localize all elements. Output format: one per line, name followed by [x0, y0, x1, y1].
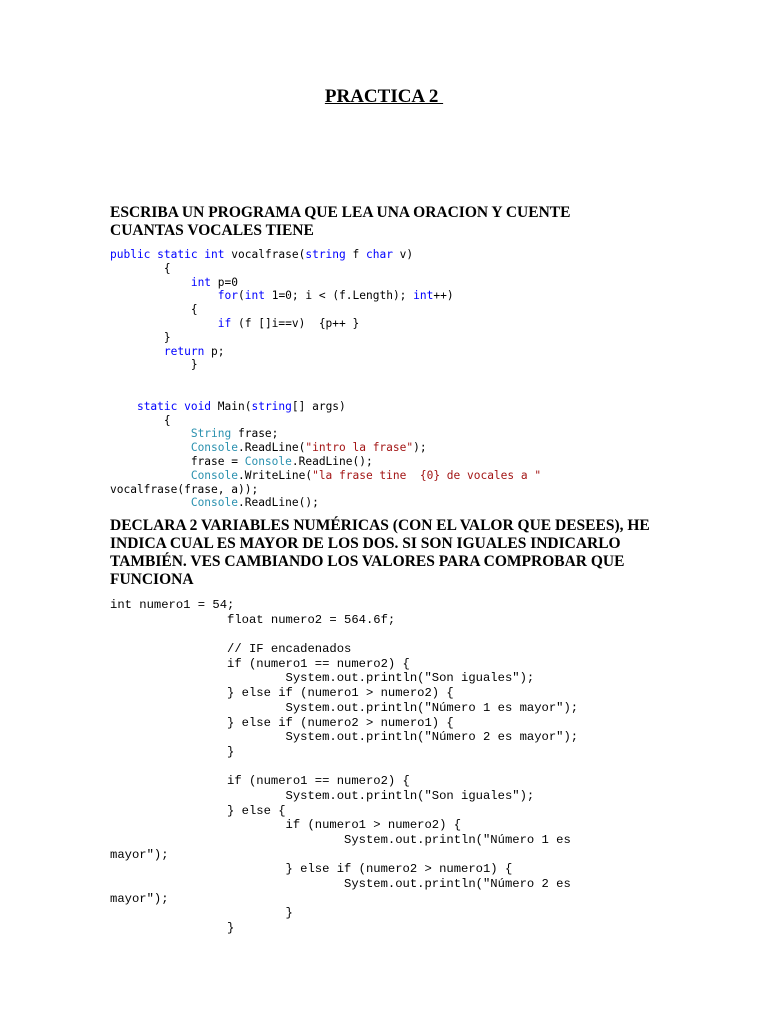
code-line: float numero2 = 564.6f;: [110, 612, 396, 627]
code-line: [110, 760, 578, 775]
code-token: string: [251, 399, 292, 413]
code-token: p;: [204, 344, 225, 358]
code-token: return: [163, 344, 205, 358]
code-line: System.out.println("Número 1 es mayor");: [110, 700, 579, 715]
code-line: [110, 331, 541, 345]
code-token: [110, 496, 191, 509]
exercise-2-heading-line: TAMBIÉN. VES CAMBIANDO LOS VALORES PARA COMPROBAR QUE: [110, 553, 625, 570]
code-token: int: [244, 289, 265, 303]
code-line: mayor");: [110, 847, 169, 862]
code-line: if (numero1 > numero2) {: [110, 818, 462, 833]
code-line: } else if (numero1 > numero2) {: [110, 686, 454, 701]
exercise-1-heading-line: CUANTAS VOCALES TIENE: [110, 222, 314, 239]
code-token: 1=0; i < (f.Length);: [264, 289, 414, 303]
page-title-text: PRACTICA 2: [324, 86, 444, 107]
code-token: [110, 317, 218, 330]
code-token: [110, 469, 191, 482]
code-line: [110, 627, 578, 642]
code-token: }: [110, 330, 171, 344]
code-token: .WriteLine(: [237, 468, 313, 482]
code-token: char: [365, 248, 393, 261]
code-line: int numero1 = 54;: [110, 598, 235, 612]
code-token: "intro la frase": [305, 441, 414, 455]
code-line: if (numero1 == numero2) {: [110, 656, 410, 671]
code-line: [110, 455, 541, 469]
code-token: .ReadLine();: [291, 454, 373, 468]
code-line: System.out.println("Número 2 es mayor");: [110, 730, 579, 745]
exercise-2-heading-line: INDICA CUAL ES MAYOR DE LOS DOS. SI SON IGUALES INDICARLO: [110, 535, 621, 552]
code-token: [110, 289, 218, 302]
code-line: [110, 386, 541, 400]
java-code-block: [110, 598, 578, 936]
code-token: [] args): [291, 399, 346, 413]
code-token: Console: [244, 454, 292, 468]
code-line: mayor");: [110, 891, 169, 906]
code-token: [110, 441, 191, 454]
code-token: .ReadLine(: [237, 441, 306, 455]
code-token: string: [305, 248, 346, 261]
code-token: String: [190, 427, 232, 441]
code-token: frase =: [110, 454, 245, 468]
code-token: Console: [190, 441, 238, 455]
code-token: [110, 427, 191, 440]
code-token: .ReadLine();: [237, 496, 319, 510]
code-line: [110, 441, 541, 455]
code-token: "la frase tine {0} de vocales a ": [312, 468, 542, 482]
code-line: } else {: [110, 803, 286, 818]
code-token: for: [217, 289, 238, 303]
code-token: {: [110, 413, 171, 427]
code-token: Main(: [211, 399, 252, 413]
code-line: }: [110, 744, 235, 759]
code-line: [110, 427, 541, 441]
code-token: }: [110, 358, 198, 372]
code-token: int: [190, 275, 212, 289]
code-line: } else if (numero2 > numero1) {: [110, 862, 513, 877]
code-line: [110, 358, 541, 372]
code-line: [110, 345, 541, 359]
code-token: Console: [190, 496, 238, 510]
code-token: static void: [136, 399, 212, 413]
page-title: [0, 86, 768, 108]
exercise-2-heading: [110, 517, 670, 589]
code-line: [110, 276, 541, 290]
code-token: int: [413, 289, 434, 303]
code-token: [110, 276, 191, 289]
code-token: );: [413, 441, 427, 455]
exercise-2-heading-line: FUNCIONA: [110, 571, 194, 588]
code-line: [110, 372, 541, 386]
code-line: System.out.println("Número 1 es: [110, 833, 571, 847]
csharp-code-block: [110, 248, 541, 510]
code-line: [110, 469, 541, 483]
code-line: [110, 414, 541, 428]
code-token: ++): [433, 289, 454, 303]
code-line: }: [110, 921, 235, 936]
exercise-2-heading-line: DECLARA 2 VARIABLES NUMÉRICAS (CON EL VALOR QUE DESEES), HE: [110, 517, 650, 534]
code-line: System.out.println("Son iguales");: [110, 671, 535, 686]
exercise-1-heading: [110, 204, 650, 240]
code-line: [110, 483, 541, 497]
code-token: vocalfrase(frase, a));: [110, 482, 259, 496]
code-line: }: [110, 906, 293, 921]
code-line: if (numero1 == numero2) {: [110, 774, 410, 789]
code-token: public static int: [110, 248, 232, 261]
code-line: System.out.println("Son iguales");: [110, 788, 535, 803]
code-token: [110, 345, 164, 358]
code-token: [110, 400, 137, 413]
code-token: frase;: [231, 427, 279, 441]
code-line: [110, 303, 541, 317]
code-line: [110, 496, 541, 510]
code-line: [110, 262, 541, 276]
code-token: {: [110, 261, 171, 275]
code-token: (f []i==v) {p++ }: [231, 316, 360, 330]
code-line: [110, 317, 541, 331]
code-token: f: [345, 248, 366, 261]
code-line: [110, 400, 541, 414]
code-line: [110, 289, 541, 303]
code-token: {: [110, 303, 198, 317]
code-token: (: [238, 289, 245, 303]
code-token: Console: [190, 468, 238, 482]
code-line: System.out.println("Número 2 es: [110, 877, 571, 892]
code-line: // IF encadenados: [110, 642, 352, 657]
code-token: p=0: [211, 275, 238, 289]
code-line: } else if (numero2 > numero1) {: [110, 715, 454, 730]
code-line: [110, 248, 541, 262]
code-token: if: [217, 316, 232, 330]
code-token: vocalfrase(: [231, 248, 306, 261]
code-token: v): [392, 248, 414, 261]
exercise-1-heading-line: ESCRIBA UN PROGRAMA QUE LEA UNA ORACION Y CUENTE: [110, 204, 571, 221]
